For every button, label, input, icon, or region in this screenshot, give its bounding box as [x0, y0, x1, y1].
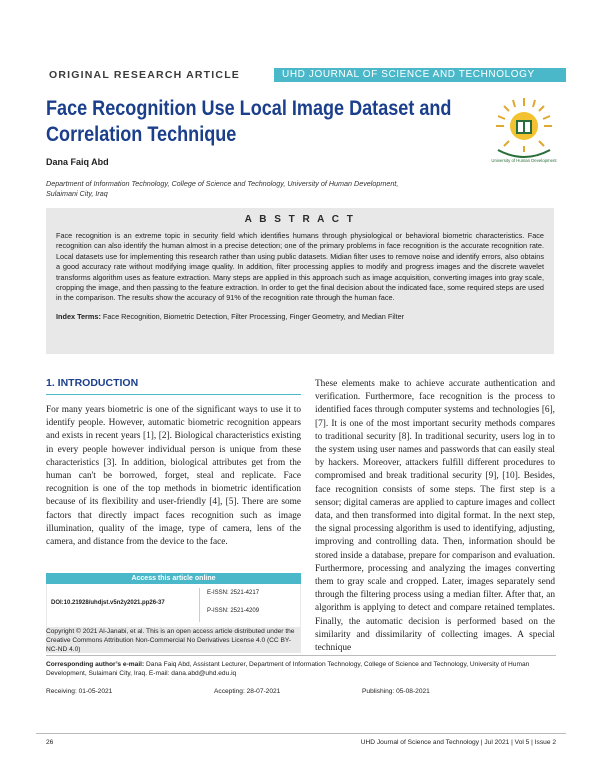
section-divider — [46, 394, 301, 395]
body-column-right: These elements make to achieve accurate authentication and verification. Furthermore, face recognition is the process to identified faces through computer systems and technologies [6], [7]. It is one of the most important security methods compares to traditional security [8]. In traditional security, users log in to the system using user names and passwords that can easily steal by hackers. Moreover, attackers fulfill different procedures to compromised and break traditional security [9], [10]. Besides, face recognition consists of some steps. The first step is a sensor; digital cameras are applied to capture images and collect data, and then transformed into digital format. In the next step, the signal processing algorithm is used to identifying, adjusting, improving and controlling data. Then, information should be stored inside a database, prepare for comparison and evaluation. Furthermore, processing and analyzing the images converting them to gray scale and cropped. Later, images separately send through the filtering process using a median filter. After that, an algorithm is applying to detect and compare retained templates. Finally, the automatic decision is performed based on the similarity and dissimilarity of collecting images. A special technique — [315, 379, 555, 654]
abstract-text: Face recognition is an extreme topic in security field which identifies humans through physiological or behavioral biometric characteristics. Face recognition can also identify the human almost in a precise detection; one of the primary problems in face recognition is the accurate recognition rate. Local datasets use for implementing this research rather than using public datasets. Midian filter uses to remove noise and identify errors, also obtains a good accuracy rate without modifying image quality. In addition, filter processing applies to modify and progress images and the discrete wavelet transforms algorithm uses as feature extraction. Many steps are applied in this approach such as image acquisition, converting images into gray scale, cropping the image, and then passing to the feature extraction. In order to get the final decision about the indicated face, some required steps are used in the comparison. The results show the accuracy of 91% of the recognition rate through the human face. — [56, 231, 544, 303]
index-terms-label: Index Terms: — [56, 311, 101, 321]
article-type: ORIGINAL RESEARCH ARTICLE — [49, 69, 241, 81]
accepted-date: Accepting: 28-07-2021 — [214, 688, 281, 695]
footnote-divider — [46, 655, 556, 656]
body-column-left: For many years biometric is one of the significant ways to use it to identify people. However, automatic biometric recognition appears and exists in recent years [1], [2]. Biological characteristics existing in every people however individual person is unique from these characteristics [3]. In addition, biological attributes get from the human can't be borrowed, forget, steal and replicate. Face recognition is one of the top methods in biometric identification because of its flexibility and user-friendly [4], [5]. There are some factors that directly impact faces recognition such as image illumination, quality of the image, type of camera, lens of the camera, and distance from the device to the face. — [46, 405, 301, 548]
affiliation — [46, 179, 516, 199]
access-body — [46, 584, 301, 627]
index-terms — [56, 312, 544, 322]
journal-name: UHD JOURNAL OF SCIENCE AND TECHNOLOGY — [274, 68, 566, 82]
university-logo-icon — [484, 92, 564, 170]
header-banner — [36, 68, 566, 82]
author-name: Dana Faiq Abd — [46, 157, 109, 167]
abstract-box — [46, 208, 554, 354]
received-date: Receiving: 01-05-2021 — [46, 688, 113, 695]
doi-link[interactable]: DOI:10.21928/uhdjst.v5n2y2021.pp26-37 — [51, 600, 165, 606]
access-divider — [199, 588, 200, 622]
abstract-heading: A B S T R A C T — [244, 214, 356, 225]
affiliation-line-1: Department of Information Technology, College of Science and Technology, University of Human Development, — [46, 179, 399, 188]
published-date: Publishing: 05-08-2021 — [362, 688, 430, 695]
logo-text: University of Human Development — [491, 158, 557, 163]
eissn: E-ISSN: 2521-4217 — [207, 590, 260, 596]
pissn: P-ISSN: 2521-4209 — [207, 608, 260, 614]
correspondence-label: Corresponding author’s e-mail: — [46, 661, 145, 668]
copyright-notice: Copyright © 2021 Al-Janabi, et al. This is an open access article distributed under the Creative Commons Attribution Non-Commercial No Derivatives License 4.0 (CC BY-NC-ND 4.0) — [46, 628, 295, 653]
affiliation-line-2: Sulaimani City, Iraq — [46, 189, 108, 198]
title-line-2: Correlation Technique — [46, 123, 237, 146]
title-line-1: Face Recognition Use Local Image Dataset and — [46, 97, 452, 120]
access-heading: Access this article online — [46, 573, 301, 584]
section-heading-introduction: 1. INTRODUCTION — [46, 377, 139, 389]
journal-footer-info: UHD Journal of Science and Technology | Jul 2021 | Vol 5 | Issue 2 — [360, 739, 556, 746]
correspondence-text: Dana Faiq Abd, Assistant Lecturer, Department of Information Technology, College of Science and Technology, University of Human Development, Sulaimani City, Iraq. E-mail: dana.abd@uhd.edu.iq — [46, 661, 530, 678]
correspondence — [46, 660, 556, 679]
index-terms-list: Face Recognition, Biometric Detection, Filter Processing, Finger Geometry, and Median Filter — [102, 311, 405, 321]
page-number: 26 — [46, 739, 54, 746]
footer-divider — [36, 733, 566, 734]
paper-title — [46, 96, 452, 148]
article-dates — [46, 688, 556, 698]
